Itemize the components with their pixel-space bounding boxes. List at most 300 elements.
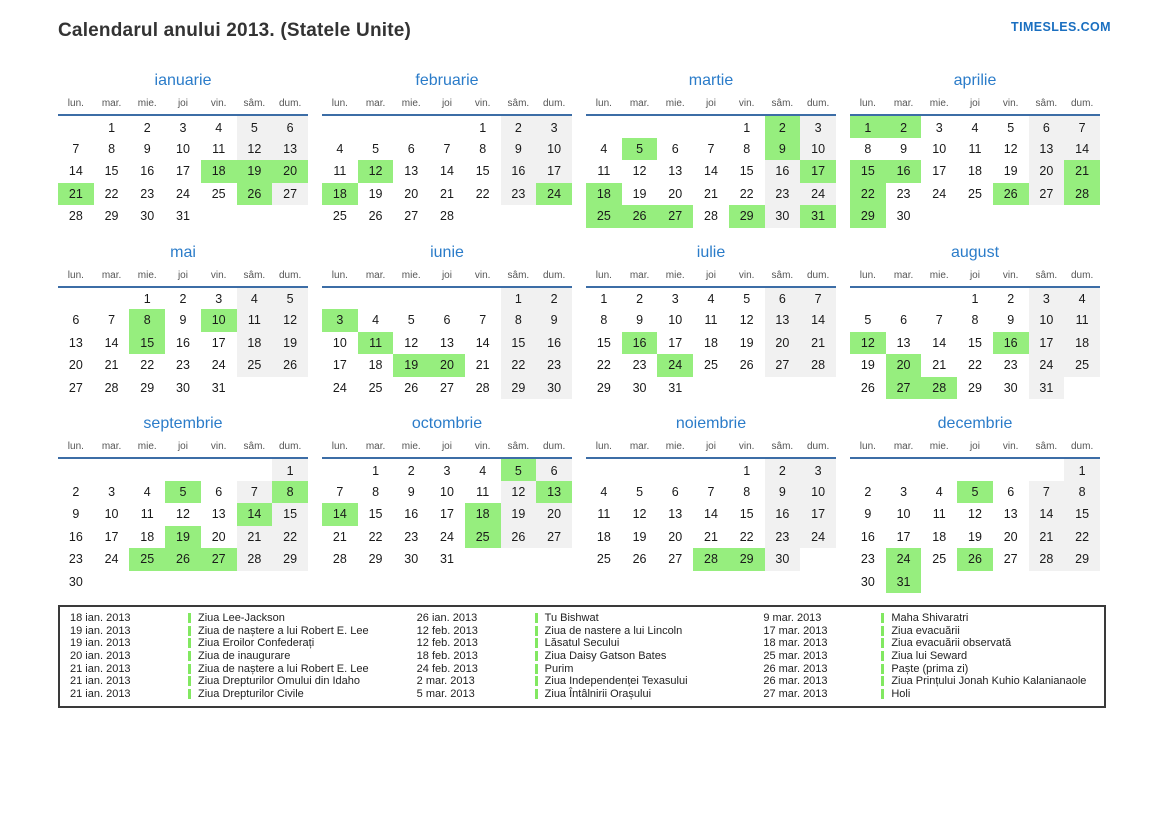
day-cell: 9 <box>536 309 572 332</box>
legend-holiday-name: Ziua de naștere a lui Robert E. Lee <box>198 662 369 675</box>
weekday-header: sâm. <box>765 96 801 115</box>
day-cell: 2 <box>765 115 801 138</box>
day-cell: 26 <box>957 548 993 571</box>
day-cell <box>393 287 429 310</box>
legend-holiday-name: Ziua Drepturilor Omului din Idaho <box>198 675 361 688</box>
site-link[interactable]: TIMESLES.COM <box>1011 20 1111 34</box>
legend-item <box>759 650 1098 663</box>
day-cell: 28 <box>921 377 957 400</box>
holiday-marker-bar <box>535 638 538 648</box>
day-cell: 29 <box>140 380 155 395</box>
day-cell: 9 <box>407 484 415 499</box>
day-cell: 26 <box>622 205 658 228</box>
day-cell: 11 <box>1064 309 1100 332</box>
day-cell: 17 <box>536 160 572 183</box>
day-cell: 15 <box>1064 503 1100 526</box>
day-cell: 16 <box>886 160 922 183</box>
weekday-header: mie. <box>393 439 429 458</box>
day-cell: 5 <box>501 458 537 481</box>
day-cell <box>201 458 237 481</box>
month-title: iunie <box>430 243 464 261</box>
weekday-header: mie. <box>129 96 165 115</box>
top-bar <box>58 14 1111 58</box>
day-cell: 12 <box>968 507 982 522</box>
legend-item <box>66 662 405 675</box>
day-cell: 1 <box>372 463 380 478</box>
day-cell: 8 <box>129 309 165 332</box>
day-cell: 19 <box>368 186 383 201</box>
day-cell: 3 <box>443 463 451 478</box>
day-cell: 12 <box>739 313 754 328</box>
day-cell: 8 <box>372 484 380 499</box>
day-cell <box>657 458 693 481</box>
month-table <box>58 268 308 400</box>
day-cell: 24 <box>211 358 226 373</box>
weekday-header: vin. <box>993 96 1029 115</box>
day-cell: 22 <box>739 529 754 544</box>
day-cell: 18 <box>465 503 501 526</box>
day-cell: 20 <box>429 354 465 377</box>
legend-date: 9 mar. 2013 <box>763 612 822 625</box>
day-cell: 30 <box>404 552 419 567</box>
day-cell: 20 <box>668 186 683 201</box>
day-cell: 12 <box>1003 141 1018 156</box>
day-cell: 28 <box>1064 183 1100 206</box>
day-cell: 28 <box>332 552 347 567</box>
day-cell: 17 <box>440 507 454 522</box>
weekday-header: vin. <box>465 96 501 115</box>
day-cell <box>993 205 1029 228</box>
day-cell: 17 <box>211 335 226 350</box>
day-cell: 28 <box>440 209 454 224</box>
day-cell: 11 <box>140 507 154 522</box>
day-cell: 26 <box>368 209 383 224</box>
day-cell: 5 <box>407 313 415 328</box>
day-cell: 26 <box>860 380 875 395</box>
day-cell: 29 <box>968 380 982 395</box>
day-cell: 20 <box>668 529 683 544</box>
legend-holiday-name: Ziua Întâlnirii Orașului <box>544 687 652 700</box>
day-cell <box>957 205 993 228</box>
month-title: februarie <box>415 72 479 89</box>
weekday-header: dum. <box>272 96 308 115</box>
day-cell <box>921 287 957 310</box>
day-cell: 9 <box>765 138 801 161</box>
day-cell: 26 <box>993 183 1029 206</box>
day-cell: 26 <box>404 380 419 395</box>
month-septembrie <box>58 415 308 593</box>
day-cell: 27 <box>536 526 572 549</box>
day-cell: 30 <box>176 380 190 395</box>
day-cell: 3 <box>215 292 223 307</box>
day-cell: 11 <box>597 507 611 522</box>
day-cell: 4 <box>600 484 608 499</box>
day-cell: 17 <box>800 160 836 183</box>
day-cell: 3 <box>900 484 908 499</box>
day-cell: 1 <box>600 292 608 307</box>
legend-item <box>759 625 1098 638</box>
month-title: decembrie <box>937 415 1013 432</box>
day-cell: 10 <box>800 138 836 161</box>
legend-item <box>66 612 405 625</box>
day-cell: 17 <box>176 164 190 179</box>
legend-date: 18 ian. 2013 <box>70 612 131 625</box>
day-cell: 1 <box>479 120 487 135</box>
day-cell: 4 <box>215 120 223 135</box>
day-cell: 23 <box>632 358 647 373</box>
holiday-marker-bar <box>535 613 538 623</box>
weekday-header: dum. <box>536 96 572 115</box>
legend-item <box>413 650 752 663</box>
day-cell: 2 <box>407 463 415 478</box>
weekday-header: dum. <box>800 439 836 458</box>
day-cell: 31 <box>211 380 226 395</box>
day-cell <box>886 458 922 481</box>
day-cell: 20 <box>272 160 308 183</box>
weekday-header: sâm. <box>1029 439 1065 458</box>
day-cell <box>94 287 130 310</box>
day-cell: 25 <box>129 548 165 571</box>
day-cell: 4 <box>971 120 979 135</box>
day-cell: 24 <box>1029 354 1065 377</box>
day-cell: 28 <box>104 380 119 395</box>
day-cell: 13 <box>536 481 572 504</box>
day-cell: 6 <box>671 484 679 499</box>
day-cell: 2 <box>72 484 80 499</box>
day-cell: 9 <box>143 141 151 156</box>
day-cell: 10 <box>932 141 947 156</box>
day-cell: 17 <box>800 503 836 526</box>
day-cell: 5 <box>1007 120 1015 135</box>
day-cell <box>921 571 957 594</box>
day-cell: 18 <box>704 335 718 350</box>
weekday-header: lun. <box>586 439 622 458</box>
month-table <box>850 439 1100 593</box>
day-cell: 18 <box>596 529 611 544</box>
legend-date: 19 ian. 2013 <box>70 637 131 650</box>
legend-date: 2 mar. 2013 <box>416 675 475 688</box>
day-cell: 27 <box>404 209 419 224</box>
day-cell: 24 <box>440 529 454 544</box>
day-cell <box>800 548 836 571</box>
day-cell: 25 <box>1064 354 1100 377</box>
day-cell: 21 <box>104 358 119 373</box>
day-cell: 18 <box>968 164 982 179</box>
day-cell: 28 <box>237 548 273 571</box>
legend-item <box>66 650 405 663</box>
day-cell: 7 <box>237 481 273 504</box>
day-cell: 18 <box>140 529 155 544</box>
day-cell: 26 <box>237 183 273 206</box>
legend-columns <box>66 612 1098 700</box>
day-cell: 19 <box>272 332 308 355</box>
day-cell: 16 <box>765 160 801 183</box>
day-cell <box>729 377 765 400</box>
day-cell <box>322 287 358 310</box>
day-cell <box>850 458 886 481</box>
day-cell: 28 <box>800 354 836 377</box>
day-cell: 6 <box>407 141 415 156</box>
weekday-header: joi <box>693 96 729 115</box>
day-cell: 2 <box>765 458 801 481</box>
day-cell: 18 <box>932 529 947 544</box>
month-decembrie <box>850 415 1100 593</box>
day-cell: 25 <box>465 526 501 549</box>
day-cell: 3 <box>671 292 679 307</box>
day-cell <box>693 377 729 400</box>
day-cell: 8 <box>971 313 979 328</box>
weekday-header: mar. <box>622 268 658 287</box>
day-cell: 23 <box>501 183 537 206</box>
day-cell: 18 <box>201 160 237 183</box>
day-cell: 27 <box>201 548 237 571</box>
month-title: martie <box>688 72 734 89</box>
day-cell: 8 <box>600 313 608 328</box>
day-cell <box>272 571 308 594</box>
weekday-header: mie. <box>657 439 693 458</box>
day-cell: 21 <box>332 529 347 544</box>
weekday-header: sâm. <box>1029 268 1065 287</box>
day-cell: 23 <box>68 552 83 567</box>
day-cell: 5 <box>636 484 644 499</box>
day-cell: 21 <box>800 332 836 355</box>
day-cell: 26 <box>501 526 537 549</box>
weekday-header: joi <box>165 268 201 287</box>
day-cell: 13 <box>668 164 683 179</box>
day-cell: 12 <box>358 160 394 183</box>
day-cell <box>165 571 201 594</box>
day-cell: 2 <box>179 292 187 307</box>
weekday-header: lun. <box>586 268 622 287</box>
day-cell: 22 <box>850 183 886 206</box>
day-cell: 6 <box>1029 115 1065 138</box>
day-cell: 11 <box>932 507 946 522</box>
day-cell <box>765 377 801 400</box>
day-cell: 11 <box>597 164 611 179</box>
day-cell: 9 <box>864 507 872 522</box>
legend-date: 18 mar. 2013 <box>763 637 828 650</box>
day-cell <box>165 458 201 481</box>
weekday-header: mie. <box>129 439 165 458</box>
legend-column <box>66 612 405 700</box>
day-cell: 27 <box>272 183 308 206</box>
month-table <box>850 96 1100 228</box>
weekday-header: lun. <box>322 439 358 458</box>
day-cell: 6 <box>443 313 451 328</box>
day-cell: 22 <box>104 186 119 201</box>
day-cell <box>800 377 836 400</box>
legend-item <box>759 662 1098 675</box>
day-cell <box>358 115 394 138</box>
day-cell: 28 <box>704 209 718 224</box>
day-cell: 13 <box>765 309 801 332</box>
day-cell: 5 <box>743 292 751 307</box>
day-cell: 15 <box>501 332 537 355</box>
day-cell <box>94 571 130 594</box>
day-cell: 7 <box>935 313 943 328</box>
day-cell: 17 <box>104 529 119 544</box>
day-cell <box>429 115 465 138</box>
day-cell: 16 <box>993 332 1029 355</box>
day-cell <box>129 571 165 594</box>
legend-item <box>413 675 752 688</box>
month-mai <box>58 244 308 400</box>
day-cell: 8 <box>272 481 308 504</box>
weekday-header: joi <box>165 439 201 458</box>
day-cell: 22 <box>140 358 155 373</box>
month-table <box>586 96 836 228</box>
month-februarie <box>322 72 572 228</box>
weekday-header: sâm. <box>237 439 273 458</box>
day-cell: 29 <box>729 548 765 571</box>
day-cell: 6 <box>536 458 572 481</box>
weekday-header: dum. <box>272 439 308 458</box>
day-cell: 7 <box>336 484 344 499</box>
day-cell <box>1064 205 1100 228</box>
weekday-header: mar. <box>94 96 130 115</box>
day-cell: 12 <box>176 507 190 522</box>
day-cell: 17 <box>668 335 683 350</box>
holiday-marker-bar <box>535 689 538 699</box>
day-cell: 23 <box>765 526 801 549</box>
day-cell: 11 <box>704 313 718 328</box>
day-cell: 23 <box>140 186 155 201</box>
weekday-header: vin. <box>993 268 1029 287</box>
month-table <box>850 268 1100 400</box>
day-cell: 10 <box>668 313 683 328</box>
legend-date: 26 mar. 2013 <box>763 675 828 688</box>
day-cell <box>886 287 922 310</box>
day-cell: 29 <box>368 552 383 567</box>
weekday-header: joi <box>957 439 993 458</box>
weekday-header: sâm. <box>501 268 537 287</box>
weekday-header: vin. <box>465 268 501 287</box>
weekday-header: joi <box>693 268 729 287</box>
day-cell: 30 <box>1003 380 1018 395</box>
day-cell <box>586 115 622 138</box>
day-cell: 22 <box>475 186 490 201</box>
day-cell: 21 <box>475 358 490 373</box>
day-cell <box>322 115 358 138</box>
day-cell: 2 <box>886 115 922 138</box>
month-title: ianuarie <box>154 72 212 89</box>
day-cell: 3 <box>800 458 836 481</box>
month-table <box>58 96 308 228</box>
weekday-header: vin. <box>729 439 765 458</box>
day-cell: 24 <box>886 548 922 571</box>
month-noiembrie <box>586 415 836 571</box>
day-cell: 28 <box>693 548 729 571</box>
holiday-marker-bar <box>881 626 884 636</box>
day-cell: 3 <box>108 484 116 499</box>
day-cell: 11 <box>358 332 394 355</box>
day-cell <box>58 458 94 481</box>
weekday-header: dum. <box>1064 96 1100 115</box>
legend-date: 24 feb. 2013 <box>416 662 478 675</box>
day-cell: 2 <box>501 115 537 138</box>
day-cell: 25 <box>368 380 383 395</box>
weekday-header: lun. <box>850 439 886 458</box>
page-title: Calendarul anului 2013. (Statele Unite) <box>58 20 412 41</box>
day-cell: 2 <box>864 484 872 499</box>
day-cell: 29 <box>272 548 308 571</box>
day-cell: 21 <box>58 183 94 206</box>
day-cell: 7 <box>108 313 116 328</box>
day-cell: 19 <box>632 186 647 201</box>
day-cell: 14 <box>475 335 490 350</box>
day-cell: 16 <box>68 529 83 544</box>
weekday-header: joi <box>429 439 465 458</box>
day-cell: 19 <box>968 529 982 544</box>
day-cell: 22 <box>272 526 308 549</box>
day-cell: 30 <box>68 574 83 589</box>
day-cell: 21 <box>704 529 718 544</box>
day-cell: 1 <box>143 292 151 307</box>
weekday-header: mar. <box>358 96 394 115</box>
month-iulie <box>586 244 836 400</box>
day-cell: 17 <box>1029 332 1065 355</box>
day-cell: 22 <box>501 354 537 377</box>
day-cell: 9 <box>1007 313 1015 328</box>
legend-date: 27 mar. 2013 <box>763 687 828 700</box>
day-cell: 30 <box>140 209 155 224</box>
weekday-header: mie. <box>921 439 957 458</box>
day-cell: 4 <box>237 287 273 310</box>
legend-date: 21 ian. 2013 <box>70 687 131 700</box>
month-ianuarie <box>58 72 308 228</box>
holiday-marker-bar <box>881 651 884 661</box>
day-cell: 10 <box>332 335 347 350</box>
legend-date: 21 ian. 2013 <box>70 675 131 688</box>
day-cell: 26 <box>272 354 308 377</box>
day-cell: 10 <box>1029 309 1065 332</box>
day-cell: 14 <box>322 503 358 526</box>
day-cell: 25 <box>237 354 273 377</box>
weekday-header: sâm. <box>765 439 801 458</box>
day-cell: 5 <box>957 481 993 504</box>
day-cell: 27 <box>1003 552 1018 567</box>
day-cell: 6 <box>671 141 679 156</box>
day-cell: 23 <box>896 186 911 201</box>
day-cell: 11 <box>333 164 347 179</box>
day-cell: 14 <box>1029 503 1065 526</box>
legend-holiday-name: Ziua de inaugurare <box>198 650 291 663</box>
day-cell: 24 <box>800 183 836 206</box>
day-cell: 30 <box>765 548 801 571</box>
legend-holiday-name: Purim <box>544 662 574 675</box>
legend-date: 21 ian. 2013 <box>70 662 131 675</box>
weekday-header: joi <box>957 268 993 287</box>
weekday-header: dum. <box>800 96 836 115</box>
day-cell <box>1029 205 1065 228</box>
day-cell <box>921 205 957 228</box>
day-cell <box>465 287 501 310</box>
day-cell: 24 <box>536 183 572 206</box>
day-cell: 10 <box>201 309 237 332</box>
day-cell: 10 <box>800 481 836 504</box>
legend-holiday-name: Ziua evacuării observată <box>891 637 1012 650</box>
holiday-marker-bar <box>881 689 884 699</box>
day-cell: 23 <box>536 354 572 377</box>
day-cell: 19 <box>1003 164 1018 179</box>
day-cell: 20 <box>886 354 922 377</box>
day-cell: 3 <box>1029 287 1065 310</box>
weekday-header: joi <box>957 96 993 115</box>
weekday-header: sâm. <box>501 439 537 458</box>
legend-holiday-name: Ziua Daisy Gatson Bates <box>544 650 667 663</box>
weekday-header: vin. <box>729 96 765 115</box>
day-cell <box>129 458 165 481</box>
